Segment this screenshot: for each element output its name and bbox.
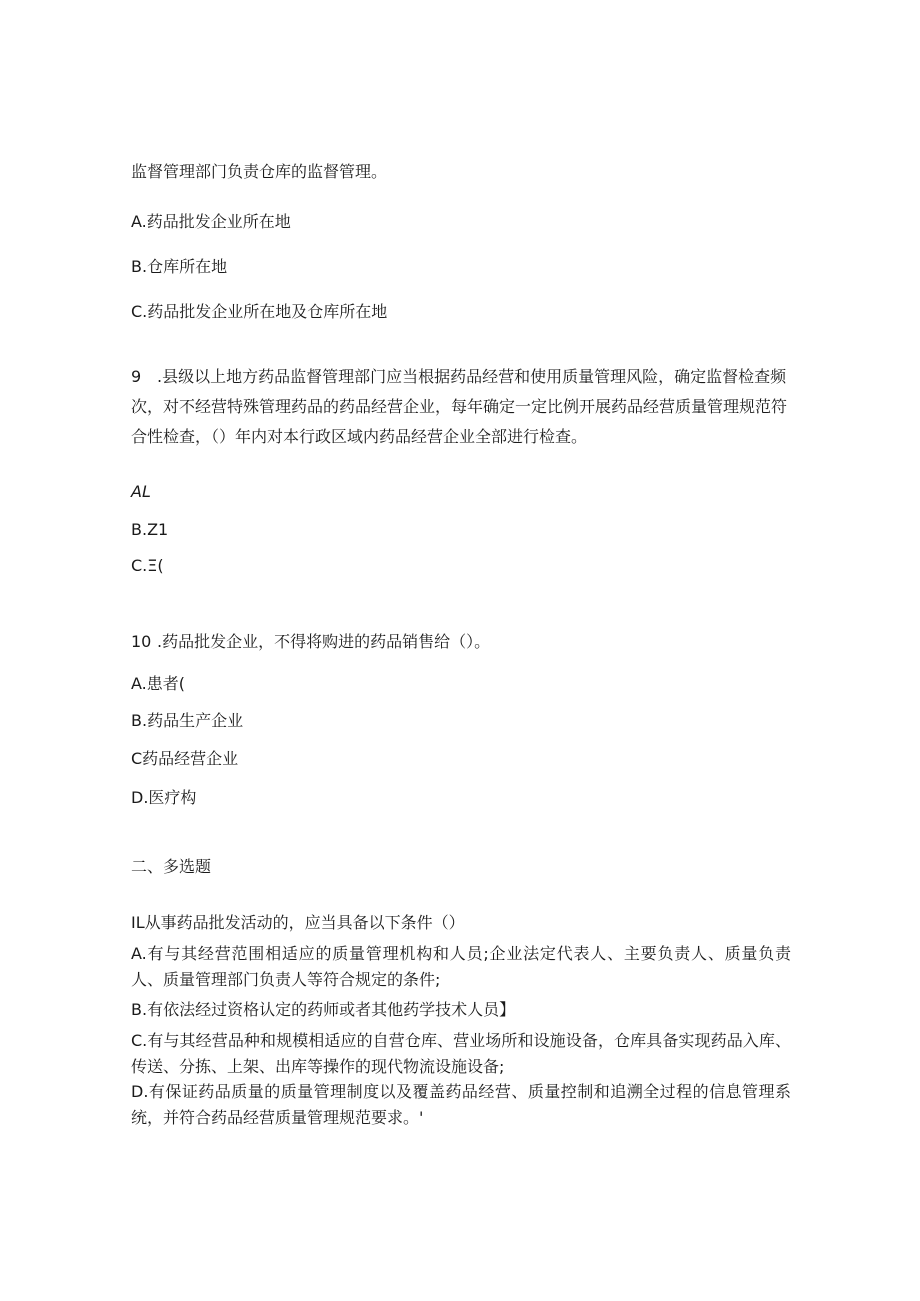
q10-stem-text: .药品批发企业，不得将购进的药品销售给（）。 — [157, 632, 491, 651]
q8-option-a: A.药品批发企业所在地 — [131, 212, 291, 231]
q10-number: 10 — [131, 632, 152, 651]
q10-option-b: B.药品生产企业 — [131, 711, 244, 730]
q9-stem-text: .县级以上地方药品监督管理部门应当根据药品经营和使用质量管理风险，确定监督检查频次，对不经营特殊管理药品的药品经营企业，每年确定一定比例开展药品经营质量管理规范符合性检查，（）年内对本行政区域内药品经营企业全部进行检查。 — [131, 367, 788, 446]
q11-option-a: A.有与其经营范围相适应的质量管理机构和人员;企业法定代表人、主要负责人、质量负责人、质量管理部门负责人等符合规定的条件; — [131, 944, 791, 989]
q10-option-a: A.患者( — [131, 674, 185, 693]
q8-option-b: B.仓库所在地 — [131, 257, 228, 276]
q11-option-c: C.有与其经营品种和规模相适应的自营仓库、营业场所和设施设备，仓库具备实现药品入库、传送、分拣、上架、出库等操作的现代物流设施设备; — [131, 1031, 791, 1076]
q9-option-b: B.Z1 — [131, 520, 169, 539]
q8-option-c: C.药品批发企业所在地及仓库所在地 — [131, 302, 388, 321]
q9-number: 9 — [131, 367, 142, 386]
q11-option-b: B.有依法经过资格认定的药师或者其他药学技术人员】 — [131, 1000, 516, 1019]
q11-option-d: D.有保证药品质量的质量管理制度以及覆盖药品经营、质量控制和追溯全过程的信息管理系统，并符合药品经营质量管理规范要求。' — [131, 1082, 791, 1127]
q10-option-d: D.医疗构 — [131, 788, 197, 807]
q11-stem: IL从事药品批发活动的，应当具备以下条件（） — [131, 913, 465, 932]
q10-option-c: C药品经营企业 — [131, 749, 239, 768]
q8-stem-tail: 监督管理部门负责仓库的监督管理。 — [131, 162, 388, 181]
q10-stem — [131, 632, 490, 652]
section-heading: 二、多选题 — [131, 857, 212, 876]
q9-option-a: AL — [131, 482, 151, 501]
q9-stem — [131, 362, 791, 452]
q9-option-c: C.Ξ( — [131, 556, 164, 575]
